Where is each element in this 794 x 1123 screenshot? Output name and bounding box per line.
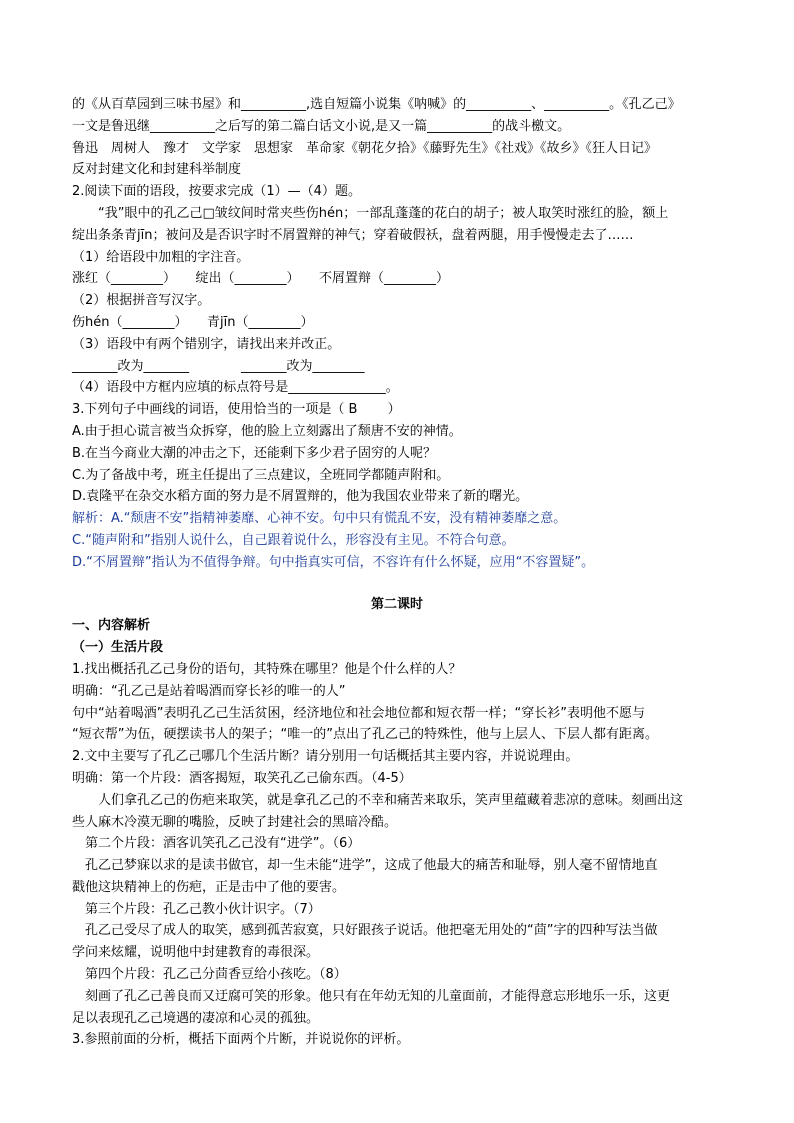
document-page bbox=[72, 94, 722, 1051]
passage-line: “我”眼中的孔乙己□皱纹间时常夹些伤hén；一部乱蓬蓬的花白的胡子；被人取笑时涨红的脸，额上 bbox=[98, 205, 669, 221]
part-heading: 一、内容解析 bbox=[72, 618, 151, 634]
sub-question: （2）根据拼音写汉字。 bbox=[72, 293, 211, 309]
analysis-line: 孔乙己受尽了成人的取笑，感到孤苦寂寞，只好跟孩子说话。他把毫无用处的“茴”字的四种写法当做 bbox=[85, 923, 658, 939]
analysis-line: 孔乙己梦寐以求的是读书做官，却一生未能“进学”，这成了他最大的痛苦和耻辱，别人毫不留情地直 bbox=[85, 858, 658, 874]
explanation-line: D.“不屑置辩”指认为不值得争辩。句中指真实可信，不容许有什么怀疑，应用“不容置疑”。 bbox=[72, 554, 595, 570]
question-line: 2.文中主要写了孔乙己哪几个生活片断？请分别用一句话概括其主要内容，并说说理由。 bbox=[72, 749, 579, 765]
sub-question: （3）语段中有两个错别字，请找出来并改正。 bbox=[72, 336, 341, 352]
option-a: A.由于担心谎言被当众拆穿，他的脸上立刻露出了颓唐不安的神情。 bbox=[72, 423, 462, 439]
segment-line: 第四个片段：孔乙己分茴香豆给小孩吃。（8） bbox=[85, 967, 347, 983]
sub-question: （4）语段中方框内应填的标点符号是_______________。 bbox=[72, 380, 399, 396]
passage-line: 绽出条条青jīn；被问及是否识字时不屑置辩的神气；穿着破假袄，盘着两腿，用手慢慢走去了…… bbox=[72, 227, 634, 243]
answer-line: 明确：第一个片段：酒客揭短，取笑孔乙己偷东西。（4-5） bbox=[72, 770, 412, 786]
answer-key-line: 鲁迅 周树人 豫才 文学家 思想家 革命家《朝花夕拾》《藤野先生》《社戏》《故乡》《狂人日记》 bbox=[72, 140, 658, 156]
analysis-line: 戳他这块精神上的伤疤，正是击中了他的要害。 bbox=[72, 879, 346, 895]
answer-blanks: _______改为_______ _______改为________ bbox=[72, 358, 365, 374]
question-2-title: 2.阅读下面的语段，按要求完成（1）—（4）题。 bbox=[72, 184, 361, 200]
question-line: 1.找出概括孔乙己身份的语句，其特殊在哪里？他是个什么样的人？ bbox=[72, 661, 462, 677]
section-heading: 第二课时 bbox=[370, 596, 423, 612]
analysis-line: 足以表现孔乙己境遇的凄凉和心灵的孤独。 bbox=[72, 1010, 320, 1026]
question-3-title: 3.下列句子中画线的词语，使用恰当的一项是（ B ） bbox=[72, 402, 401, 418]
sub-heading: （一）生活片段 bbox=[72, 640, 164, 656]
analysis-line: “短衣帮”为伍，硬摆读书人的架子；“唯一的”点出了孔乙己的特殊性，他与上层人、下层人都有距离。 bbox=[72, 727, 658, 743]
explanation-line: C.“随声附和”指别人说什么，自己跟着说什么，形容没有主见。不符合句意。 bbox=[72, 532, 515, 548]
analysis-line: 学问来炫耀，说明他中封建教育的毒很深。 bbox=[72, 945, 320, 961]
sub-question: （1）给语段中加粗的字注音。 bbox=[72, 249, 250, 265]
option-d: D.袁隆平在杂交水稻方面的努力是不屑置辩的，他为我国农业带来了新的曙光。 bbox=[72, 489, 529, 505]
segment-line: 第二个片段：酒客讥笑孔乙己没有“进学”。（6） bbox=[85, 836, 361, 852]
question-line: 3.参照前面的分析，概括下面两个片断，并说说你的评析。 bbox=[72, 1032, 410, 1048]
analysis-line: 人们拿孔乙己的伤疤来取笑，就是拿孔乙己的不幸和痛苦来取乐，笑声里蕴藏着悲凉的意味。刻画出这 bbox=[98, 792, 684, 808]
explanation-line: 解析：A.“颓唐不安”指精神萎靡、心神不安。句中只有慌乱不安，没有精神萎靡之意。 bbox=[72, 511, 567, 527]
answer-blanks: 涨红（________） 绽出（________） 不屑置辩（________） bbox=[72, 271, 450, 287]
fill-in-answer-line: 的《从百草园到三味书屋》和__________,选自短篇小说集《呐喊》的__________、__________。《孔乙己》 bbox=[72, 97, 681, 112]
analysis-line: 些人麻木冷漠无聊的嘴脸，反映了封建社会的黑暗冷酷。 bbox=[72, 814, 398, 830]
answer-blanks: 伤hén（________） 青jīn（________） bbox=[72, 314, 314, 330]
segment-line: 第三个片段：孔乙己教小伙计识字。（7） bbox=[85, 901, 321, 917]
analysis-line: 刻画了孔乙己善良而又迂腐可笑的形象。他只有在年幼无知的儿童面前，才能得意忘形地乐一乐，这更 bbox=[85, 988, 671, 1004]
fill-in-answer-line: 一文是鲁迅继__________之后写的第二篇白话文小说,是又一篇__________的战斗檄文。 bbox=[72, 118, 571, 134]
analysis-line: 句中“站着喝酒”表明孔乙己生活贫困，经济地位和社会地位都和短衣帮一样；“穿长衫”表明他不愿与 bbox=[72, 705, 645, 721]
option-c: C.为了备战中考，班主任提出了三点建议，全班同学都随声附和。 bbox=[72, 467, 450, 483]
answer-line: 明确：“孔乙己是站着喝酒而穿长衫的唯一的人” bbox=[72, 683, 346, 699]
option-b: B.在当今商业大潮的冲击之下，还能剩下多少君子固穷的人呢？ bbox=[72, 445, 437, 461]
answer-key-line: 反对封建文化和封建科举制度 bbox=[72, 162, 242, 178]
